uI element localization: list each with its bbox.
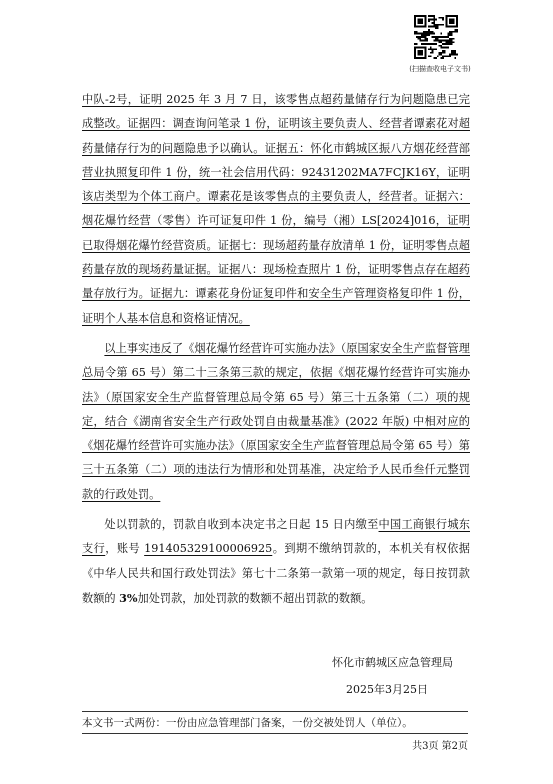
penalty-rate: 3% <box>119 590 138 605</box>
qr-caption: (扫描查收电子文书) <box>409 65 471 73</box>
text-segment: 。到期不缴纳罚款的，本机关有权依据《中华人民共和国行政处罚法》第七十二条第一款第一项的规定，每日按罚款数额的 <box>82 542 470 605</box>
text-segment: ，账号 <box>105 542 145 556</box>
text-segment: 处以罚款的，罚款自收到本决定书之日起 15 日内缴至 <box>104 518 379 532</box>
footer-divider-top <box>82 711 468 712</box>
evidence-paragraph <box>82 88 470 331</box>
decision-body <box>82 88 470 611</box>
text-segment: 以上事实违反了《烟花爆竹经营许可实施办法》（原国家安全生产监督管理总局令第 65 号）第二十三条第三款的规定，依据《烟花爆竹经营许可实施办法》（原国家安全生产监督管理总局令第 65 号）第三十五条第（二）项的规定，结合《湖南省安全生产行政处罚自由裁量基准》(2022 年版) 中相对应的《烟花爆竹经营许可实施办法》（原国家安全生产监督管理总局令第 65 号）第三十五条第（二）项的违法行为情形和处罚基准，决定给予人民币叁仟元整罚款的行政处罚。 <box>82 341 470 501</box>
bank-name: 中国工商银行城东支行 <box>82 518 470 556</box>
violation-paragraph <box>82 337 470 507</box>
issuing-authority: 怀化市鹤城区应急管理局 <box>332 656 453 669</box>
footer-divider-bottom <box>82 733 468 734</box>
account-number: 1914053291000069​25 <box>144 542 273 556</box>
issue-date: 2025年3月25日 <box>346 683 428 696</box>
page-number: 共3页 第2页 <box>412 741 468 752</box>
qr-code <box>414 15 458 59</box>
text-segment: 中队-2号，证明 2025 年 3 月 7 日，该零售点超药量储存行为问题隐患已完成整改。证据四：调查询问笔录 1 份，证明该主要负责人、经营者谭素花对超药量储存行为的问题隐患予以确认。证据五：怀化市鹤城区振八方烟花经营部营业执照复印件 1 份，统一社会信用代码：92431202MA7FCJK16Y，证明该店类型为个体工商户。谭素花是该零售点的主要负责人，经营者。证据六：烟花爆竹经营（零售）许可证复印件 1 份，编号（湘）LS[2024]016，证明已取得烟花爆竹经营资质。证据七：现场超药量存放清单 1 份，证明零售点超药量存放的现场药量证据。证据八：现场检查照片 1 份，证明零售点存在超药量存放行为。证据九：谭素花身份证复印件和安全生产管理资格复印件 1 份，证明个人基本信息和资格证情况。 <box>82 93 470 325</box>
payment-paragraph <box>82 513 470 611</box>
text-segment: 加处罚款，加处罚款的数额不超出罚款的数额。 <box>137 591 373 605</box>
footer-note: 本文书一式两份：一份由应急管理部门备案，一份交被处罚人（单位）。 <box>82 717 413 729</box>
